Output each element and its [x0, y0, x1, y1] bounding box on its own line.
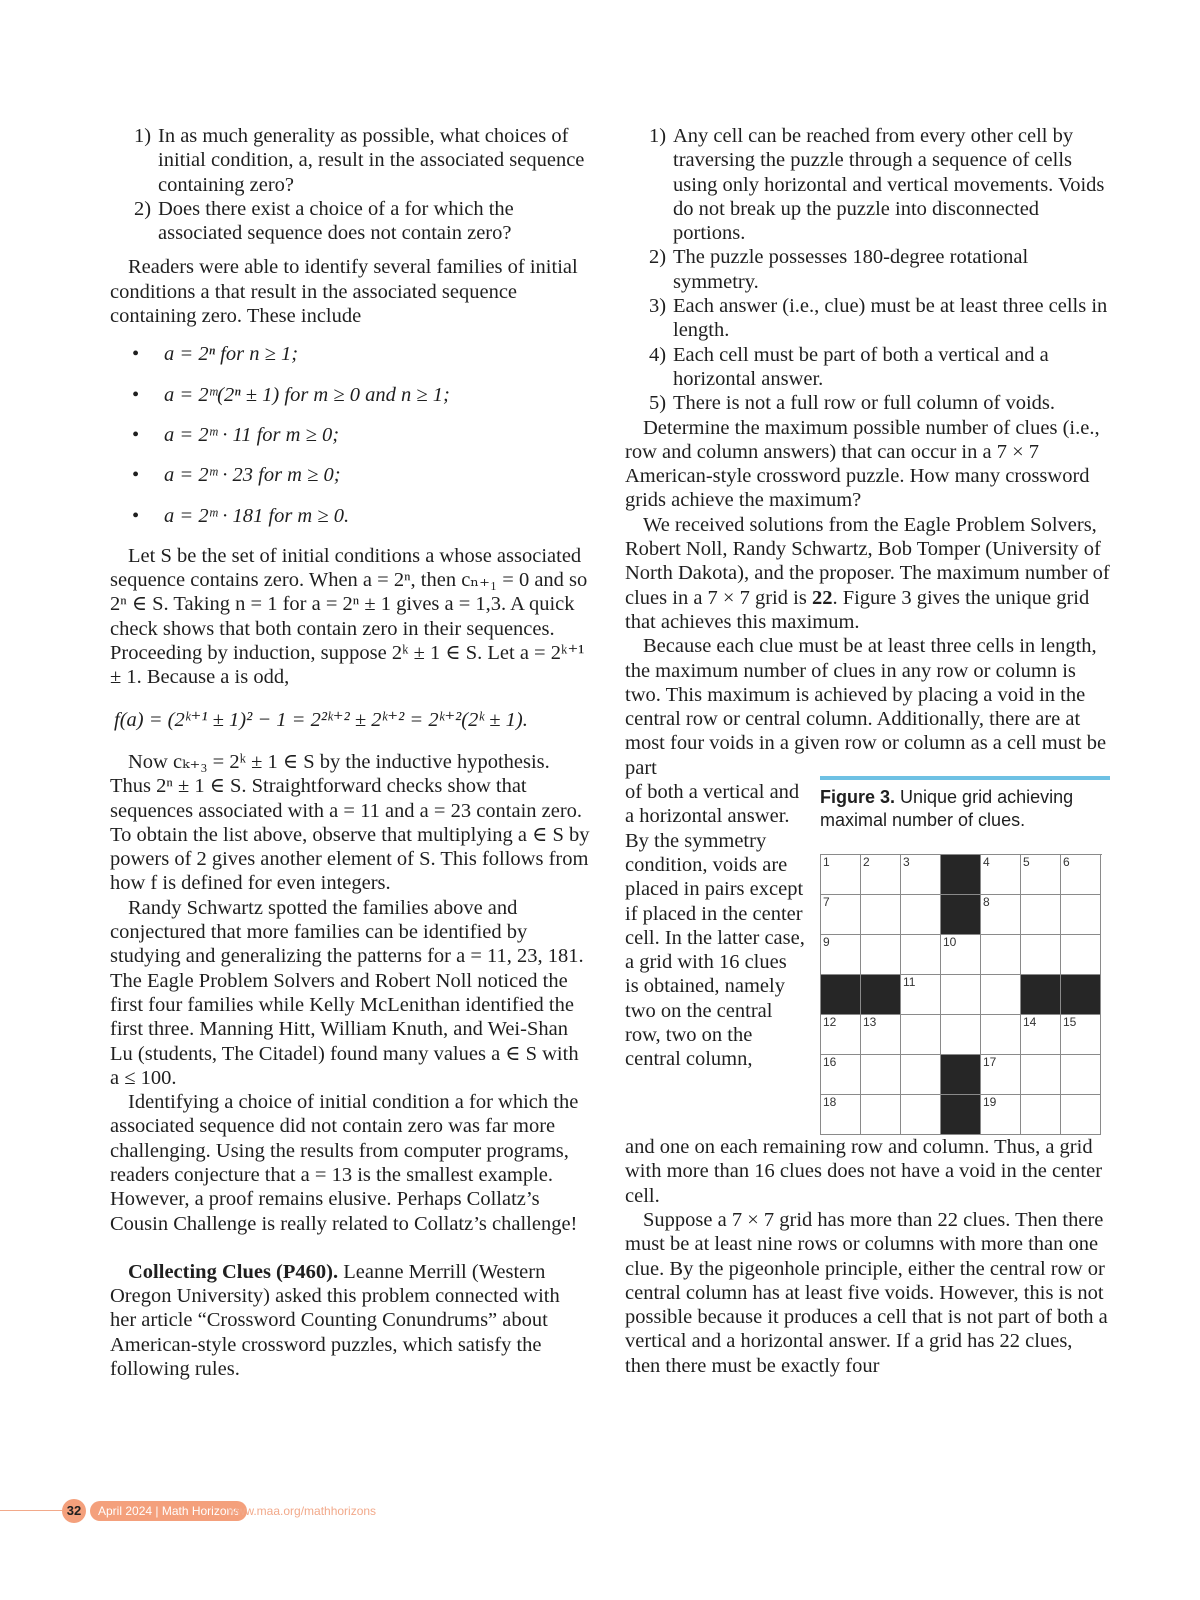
grid-void-cell [941, 855, 981, 895]
grid-cell [821, 895, 861, 935]
grid-cell [1021, 1015, 1061, 1055]
grid-cell [941, 935, 981, 975]
paragraph-readers: Readers were able to identify several families of initial conditions a that result in the associated sequence containing zero. These include [110, 256, 578, 328]
question-list [110, 124, 590, 245]
rule-text: Any cell can be reached from every other cell by traversing the puzzle through a sequence of cells using only horizontal and vertical movements. Voids do not break up the puzzle into disconnected portions. [673, 125, 1105, 245]
grid-cell [861, 1095, 901, 1135]
clue-number: 5 [1023, 855, 1030, 870]
grid-cell [981, 975, 1021, 1015]
grid-cell [861, 1055, 901, 1095]
grid-cell [901, 975, 941, 1015]
clue-number: 17 [983, 1055, 997, 1070]
paragraph-collecting-clues [110, 1260, 590, 1381]
max-clues-value: 22 [811, 586, 833, 609]
paragraph-let-s: Let S be the set of initial conditions a whose associated sequence contains zero. When a = 2ⁿ, then cₙ₊₁ = 0 and so 2ⁿ ∈ S. Taking n = 1 for a = 2ⁿ ± 1 gives a = 1,3. A quick check shows that both contain zero in their sequences. Proceeding by induction, suppose 2ᵏ ± 1 ∈ S. Let a = 2ᵏ⁺¹ ± 1. Because a is odd, [110, 544, 588, 689]
crossword-grid [820, 854, 1102, 1135]
grid-cell [1061, 1095, 1101, 1135]
question-1 [110, 124, 590, 197]
grid-cell [1061, 1055, 1101, 1095]
received-text: We received solutions from the Eagle Problem Solvers, Robert Noll, Randy Schwartz, Bob Tomper (University of North Dakota), and the proposer. The maximum number of clues in a 7 × 7 grid is [625, 513, 1110, 609]
equation: f(a) = (2ᵏ⁺¹ ± 1)² − 1 = 2²ᵏ⁺² ± 2ᵏ⁺² = 2ᵏ⁺²(2ᵏ ± 1). [114, 708, 528, 731]
grid-cell [821, 935, 861, 975]
left-column [110, 124, 590, 1381]
grid-cell [901, 895, 941, 935]
question-text: Does there exist a choice of a for which the associated sequence does not contain zero? [158, 197, 514, 245]
question-text: In as much generality as possible, what choices of initial condition, a, result in the associated sequence containing zero? [158, 125, 585, 196]
rule-item [625, 294, 1110, 343]
rule-number: 3) [649, 295, 667, 318]
figure-caption-text: Unique grid achieving maximal number of clues. [820, 787, 1074, 831]
clue-number: 6 [1063, 855, 1070, 870]
rule-number: 4) [649, 343, 667, 366]
clue-number: 18 [823, 1095, 837, 1110]
clue-number: 11 [903, 975, 916, 990]
grid-cell [981, 1055, 1021, 1095]
rules-list [625, 124, 1110, 416]
grid-cell [821, 1055, 861, 1095]
clue-number: 10 [943, 935, 957, 950]
clue-number: 19 [983, 1095, 997, 1110]
grid-cell [861, 1015, 901, 1055]
rule-item [625, 343, 1110, 392]
clue-number: 8 [983, 895, 990, 910]
grid-cell [861, 895, 901, 935]
grid-cell [901, 855, 941, 895]
problem-title: Collecting Clues (P460). [128, 1260, 339, 1283]
grid-cell [1021, 1095, 1061, 1135]
rule-number: 5) [649, 392, 667, 415]
family-item: • a = 2ⁿ for n ≥ 1; [110, 342, 590, 366]
grid-cell [901, 935, 941, 975]
grid-cell [981, 1015, 1021, 1055]
clue-number: 15 [1063, 1015, 1077, 1030]
paragraph-identifying: Identifying a choice of initial condition a for which the associated sequence did not contain zero was far more challenging. Using the results from computer programs, readers conjecture that a = 13 is the smallest example. However, a proof remains elusive. Perhaps Collatz’s Cousin Challenge is really related to Collatz’s challenge! [110, 1091, 579, 1235]
grid-cell [1021, 855, 1061, 895]
paragraph-received [625, 513, 1110, 634]
rule-item [625, 245, 1110, 294]
grid-cell [861, 855, 901, 895]
grid-cell [1021, 1055, 1061, 1095]
received-text-end: . Figure 3 gives the unique grid that achieves this maximum. [625, 586, 1090, 633]
grid-cell [981, 855, 1021, 895]
grid-cell [1061, 895, 1101, 935]
grid-void-cell [861, 975, 901, 1015]
rule-text: Each answer (i.e., clue) must be at least three cells in length. [673, 295, 1108, 342]
page-number: 32 [62, 1499, 86, 1523]
grid-void-cell [941, 1055, 981, 1095]
clue-number: 3 [903, 855, 910, 870]
grid-void-cell [941, 895, 981, 935]
grid-void-cell [1021, 975, 1061, 1015]
grid-cell [861, 935, 901, 975]
rule-text: The puzzle possesses 180-degree rotational symmetry. [673, 246, 1029, 293]
clue-number: 2 [863, 855, 870, 870]
rule-text: There is not a full row or full column of voids. [673, 392, 1056, 415]
rule-number: 2) [649, 246, 667, 269]
grid-void-cell [941, 1095, 981, 1135]
right-column [625, 124, 1110, 1378]
family-item: • a = 2ᵐ(2ⁿ ± 1) for m ≥ 0 and n ≥ 1; [110, 383, 590, 407]
paragraph-because: Because each clue must be at least three cells in length, the maximum number of clues in any row or column is two. This maximum is achieved by placing a void in the central row or central column. Additionally, there are at most four voids in a given row or column as a cell must be part [625, 635, 1107, 779]
figure-label: Figure 3. [820, 787, 896, 808]
grid-void-cell [1061, 975, 1101, 1015]
clue-number: 4 [983, 855, 990, 870]
grid-cell [901, 1095, 941, 1135]
grid-cell [981, 935, 1021, 975]
grid-cell [941, 975, 981, 1015]
rule-text: Each cell must be part of both a vertical and a horizontal answer. [673, 343, 1049, 390]
clue-number: 1 [823, 855, 830, 870]
clue-number: 7 [823, 895, 830, 910]
wrapped-paragraph: of both a vertical and a horizontal answer. By the symmetry condition, voids are placed in pairs except if placed in the center cell. In the latter case, a grid with 16 clues is obtained, namely two on the central row, two on the central column, [625, 781, 805, 1071]
clue-number: 9 [823, 935, 830, 950]
paragraph-now: Now cₖ₊₃ = 2ᵏ ± 1 ∈ S by the inductive hypothesis. Thus 2ⁿ ± 1 ∈ S. Straightforward checks show that sequences associated with a = 11 and a = 23 contain zero. To obtain the list above, observe that multiplying a ∈ S by powers of 2 gives another element of S. This follows from how f is defined for even integers. [110, 750, 590, 895]
question-number: 2) [134, 197, 152, 220]
question-number: 1) [134, 125, 152, 147]
clue-number: 13 [863, 1015, 877, 1030]
clue-number: 12 [823, 1015, 837, 1030]
grid-cell [1061, 935, 1101, 975]
paragraph-determine: Determine the maximum possible number of clues (i.e., row and column answers) that can occur in a 7 × 7 American-style crossword puzzle. How many crossword grids achieve the maximum? [625, 416, 1100, 512]
grid-cell [821, 1095, 861, 1135]
grid-cell [1061, 855, 1101, 895]
grid-cell [901, 1015, 941, 1055]
grid-cell [941, 1015, 981, 1055]
problem-text: Leanne Merrill (Western Oregon University) asked this problem connected with her article “Crossword Counting Conundrums” about American-style crossword puzzles, which satisfy the following rules. [110, 1260, 560, 1381]
grid-cell [1061, 1015, 1101, 1055]
grid-cell [901, 1055, 941, 1095]
footer-url[interactable]: www.maa.org/mathhorizons [228, 1504, 377, 1518]
page-footer [0, 1499, 420, 1523]
paragraph-suppose: Suppose a 7 × 7 grid has more than 22 clues. Then there must be at least nine rows or columns with more than one clue. By the pigeonhole principle, either the central row or central column has at least five voids. However, this is not possible because it produces a cell that is not part of both a vertical and a horizontal answer. If a grid has 22 clues, then there must be exactly four [625, 1208, 1108, 1377]
rule-item [625, 391, 1110, 415]
paragraph-after-figure: and one on each remaining row and column. Thus, a grid with more than 16 clues does not have a void in the center cell. [625, 1136, 1103, 1207]
grid-cell [981, 895, 1021, 935]
grid-cell [821, 855, 861, 895]
grid-cell [821, 1015, 861, 1055]
question-2 [110, 197, 590, 246]
figure-caption [820, 786, 1110, 832]
grid-void-cell [821, 975, 861, 1015]
figure-3 [820, 776, 1110, 1135]
figure-rule [820, 776, 1110, 780]
family-item: • a = 2ᵐ · 23 for m ≥ 0; [110, 463, 590, 487]
rule-item [625, 124, 1110, 245]
clue-number: 16 [823, 1055, 837, 1070]
grid-cell [981, 1095, 1021, 1135]
issue-badge: April 2024 | Math Horizons [90, 1501, 247, 1521]
rule-number: 1) [649, 125, 667, 147]
family-item: • a = 2ᵐ · 181 for m ≥ 0. [110, 504, 590, 528]
footer-rule [0, 1510, 62, 1511]
families-list [110, 342, 590, 527]
clue-number: 14 [1023, 1015, 1037, 1030]
grid-cell [1021, 935, 1061, 975]
family-item: • a = 2ᵐ · 11 for m ≥ 0; [110, 423, 590, 447]
grid-cell [1021, 895, 1061, 935]
paragraph-randy: Randy Schwartz spotted the families above and conjectured that more families can be identified by studying and generalizing the patterns for a = 11, 23, 181. The Eagle Problem Solvers and Robert Noll noticed the first four families while Kelly McLenithan identified the first three. Manning Hitt, William Knuth, and Wei-Shan Lu (students, The Citadel) found many values a ∈ S with a ≤ 100. [110, 896, 584, 1089]
